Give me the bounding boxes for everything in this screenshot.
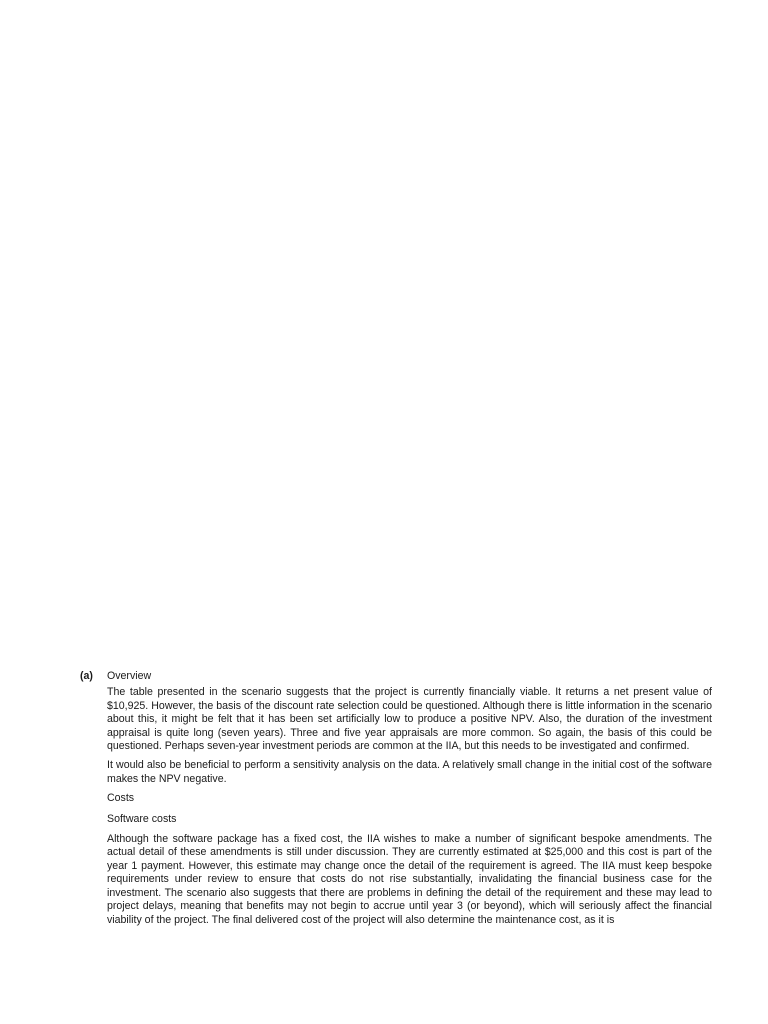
- paragraph-software-costs: Although the software package has a fixed cost, the IIA wishes to make a number of significant bespoke amendments. The actual detail of these amendments is still under discussion. They are currently estimated at $25,000 and this cost is part of the year 1 payment. However, this estimate may change once the detail of the requirement is agreed. The IIA must keep bespoke requirements under review to ensure that costs do not rise substantially, invalidating the financial business case for the investment. The scenario also suggests that there are problems in defining the detail of the requirement and these may lead to project delays, meaning that benefits may not begin to accrue until year 3 (or beyond), which will seriously affect the financial viability of the project. The final delivered cost of the project will also determine the maintenance cost, as it is: [107, 833, 712, 926]
- paragraph-sensitivity: It would also be beneficial to perform a sensitivity analysis on the data. A relatively small change in the initial cost of the software makes the NPV negative.: [107, 759, 712, 785]
- subheading-software-costs: Software costs: [107, 812, 177, 825]
- document-content: [80, 670, 712, 933]
- section-title: Overview: [107, 670, 152, 682]
- section-body: [107, 686, 712, 927]
- section-heading: [80, 670, 712, 683]
- paragraph-npv-overview: The table presented in the scenario suggests that the project is currently financially viable. It returns a net present value of $10,925. However, the basis of the discount rate selection could be questioned. Although there is little information in the scenario about this, it might be felt that it has been set artificially low to produce a positive NPV. Also, the duration of the investment appraisal is quite long (seven years). Three and five year appraisals are more common. So again, the basis of this could be questioned. Perhaps seven-year investment periods are common at the IIA, but this needs to be investigated and confirmed.: [107, 686, 712, 753]
- subheading-costs: Costs: [107, 792, 135, 805]
- section-label: (a): [80, 670, 93, 682]
